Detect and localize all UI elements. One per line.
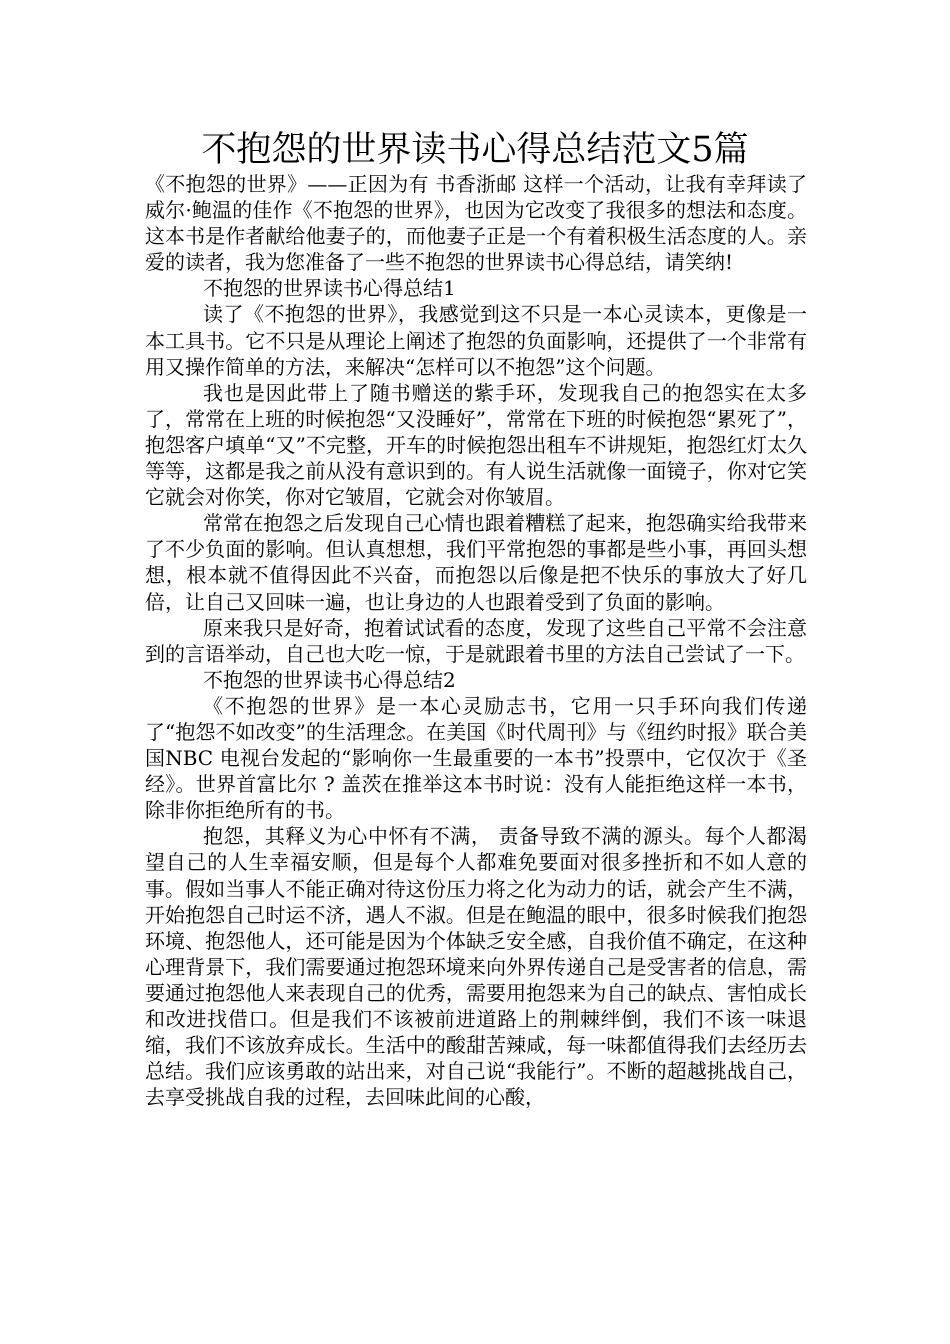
paragraph: 原来我只是好奇，抱着试试看的态度，发现了这些自己平常不会注意到的言语举动，自己也大吃一惊，于是就跟着书里的方法自己尝试了一下。	[145, 615, 807, 666]
intro-paragraph: 《不抱怨的世界》——正因为有 书香浙邮 这样一个活动，让我有幸拜读了威尔·鲍温的佳作《不抱怨的世界》，也因为它改变了我很多的想法和态度。这本书是作者献给他妻子的，而他妻子正是一个有着积极生活态度的人。亲爱的读者，我为您准备了一些不抱怨的世界读书心得总结，请笑纳!	[145, 172, 807, 275]
paragraph: 常常在抱怨之后发现自己心情也跟着糟糕了起来，抱怨确实给我带来了不少负面的影响。但认真想想，我们平常抱怨的事都是些小事，再回头想想，根本就不值得因此不兴奋，而抱怨以后像是把不快乐的事放大了好几倍，让自己又回味一遍，也让身边的人也跟着受到了负面的影响。	[145, 511, 807, 614]
paragraph: 《不抱怨的世界》是一本心灵励志书，它用一只手环向我们传递了“抱怨不如改变”的生活理念。在美国《时代周刊》与《纽约时报》联合美国NBC 电视台发起的“影响你一生最重要的一本书”投票中，它仅次于《圣经》。世界首富比尔 ? 盖茨在推举这本书时说：没有人能拒绝这样一本书，除非你拒绝所有的书。	[145, 693, 807, 823]
section-heading-2: 不抱怨的世界读书心得总结2	[203, 667, 456, 692]
paragraph: 我也是因此带上了随书赠送的紫手环，发现我自己的抱怨实在太多了，常常在上班的时候抱怨“又没睡好”，常常在下班的时候抱怨“累死了”，抱怨客户填单“又”不完整，开车的时候抱怨出租车不讲规矩，抱怨红灯太久等等，这都是我之前从没有意识到的。有人说生活就像一面镜子，你对它笑它就会对你笑，你对它皱眉，它就会对你皱眉。	[145, 380, 807, 510]
document-title: 不抱怨的世界读书心得总结范文5篇	[201, 130, 749, 170]
paragraph: 抱怨，其释义为心中怀有不满， 责备导致不满的源头。每个人都渴望自己的人生幸福安顺，但是每个人都难免要面对很多挫折和不如人意的事。假如当事人不能正确对待这份压力将之化为动力的话，就会产生不满，开始抱怨自己时运不济，遇人不淑。但是在鲍温的眼中，很多时候我们抱怨环境、抱怨他人，还可能是因为个体缺乏安全感，自我价值不确定，在这种心理背景下，我们需要通过抱怨环境来向外界传递自己是受害者的信息，需要通过抱怨他人来表现自己的优秀，需要用抱怨来为自己的缺点、害怕成长和改进找借口。但是我们不该被前进道路上的荆棘绊倒，我们不该一味退缩，我们不该放弃成长。生活中的酸甜苦辣咸，每一味都值得我们去经历去总结。我们应该勇敢的站出来，对自己说“我能行”。不断的超越挑战自己，去享受挑战自我的过程，去回味此间的心酸，	[145, 824, 807, 1110]
document-body	[145, 171, 807, 1110]
section-heading-1: 不抱怨的世界读书心得总结1	[203, 276, 456, 301]
paragraph: 读了《不抱怨的世界》，我感觉到这不只是一本心灵读本，更像是一本工具书。它不只是从理论上阐述了抱怨的负面影响，还提供了一个非常有用又操作简单的方法，来解决“怎样可以不抱怨”这个问题。	[145, 302, 807, 379]
